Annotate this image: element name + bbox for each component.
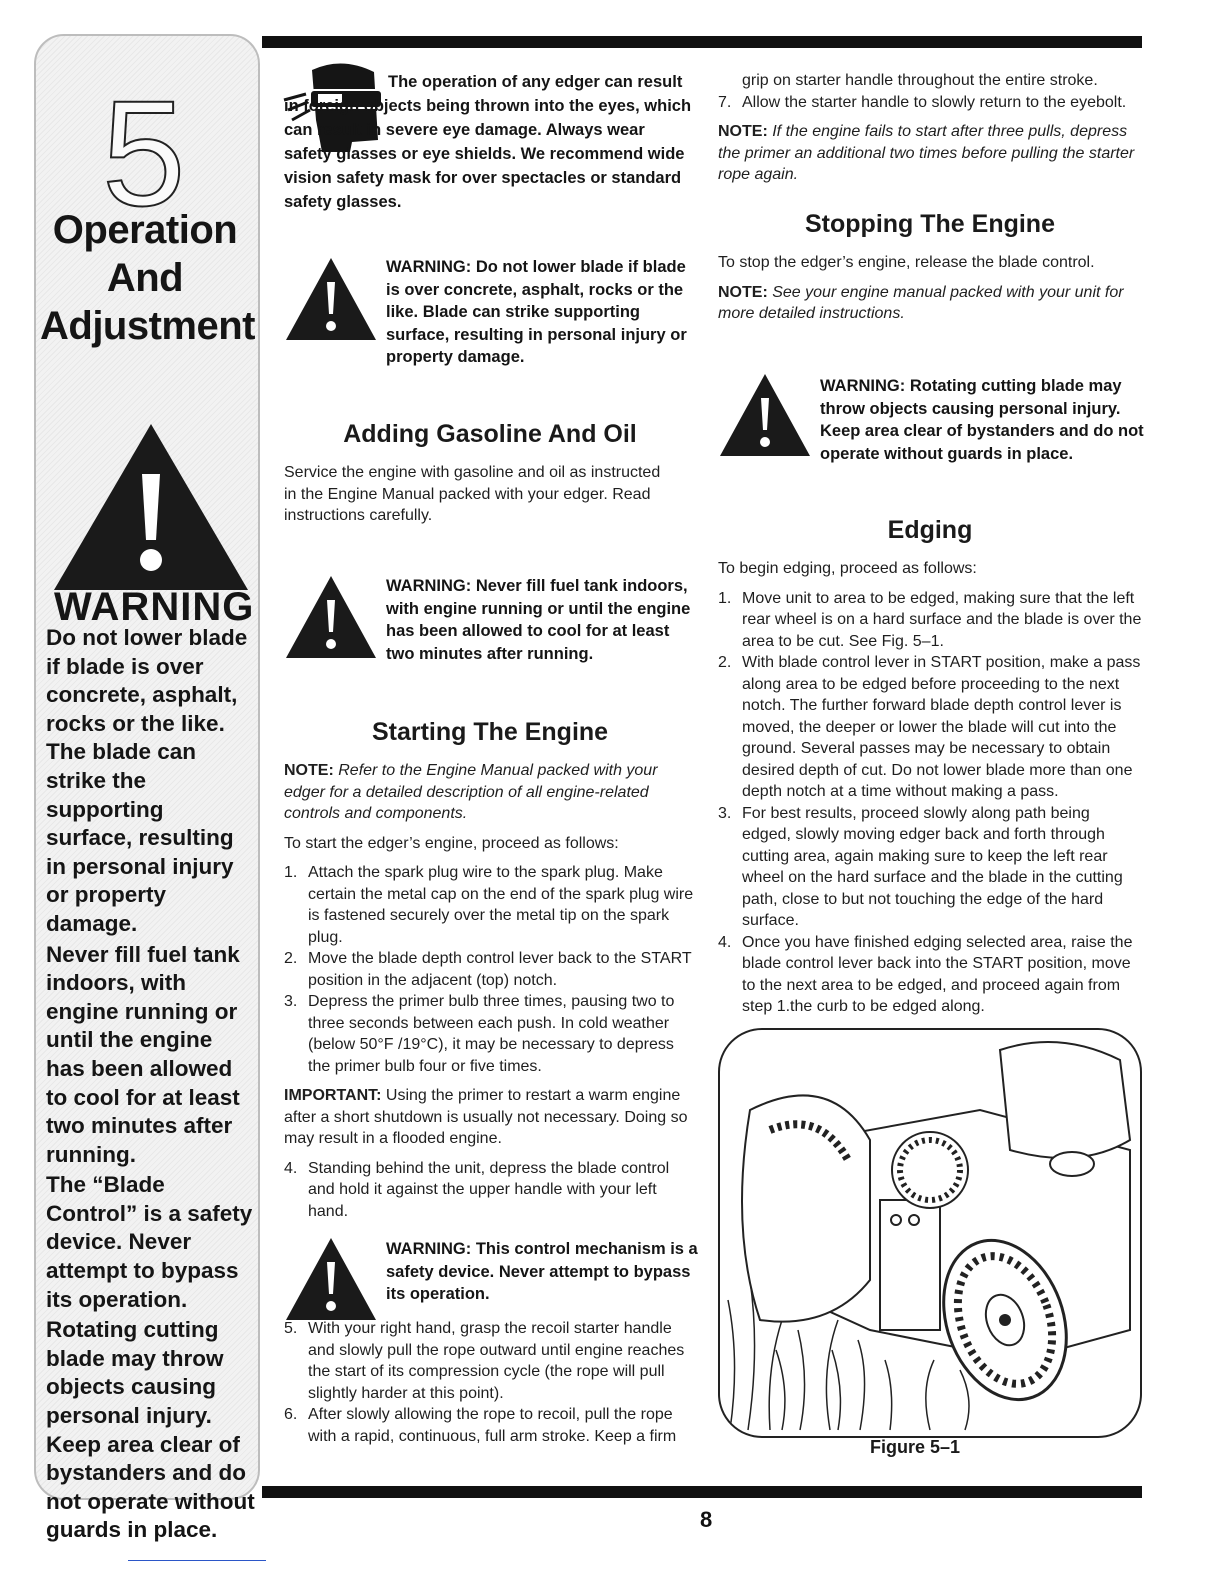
list-item	[284, 1404, 694, 1447]
step-number: 3.	[718, 804, 732, 822]
step-text: For best results, proceed slowly along path being edged, slowly moving edger back and forth through cutting area, again making sure to keep the left rear wheel on the hard surface and the blade in the cutting path, close to but not touching the edge of the hard surface.	[742, 804, 1123, 929]
sidebar-warning-paragraph: Rotating cutting blade may throw objects causing personal injury. Keep area clear of bystanders and do not operate without guards in place.	[46, 1317, 255, 1543]
warning-triangle-icon	[284, 1236, 378, 1322]
sidebar-warning-word: WARNING	[54, 585, 255, 629]
warning-triangle-icon	[284, 574, 378, 660]
starting-note	[284, 760, 694, 825]
figure-caption: Figure 5–1	[870, 1437, 961, 1457]
heading-stopping-engine: Stopping The Engine	[805, 210, 1055, 238]
warning-triangle-icon	[718, 372, 812, 458]
warning-blade-text: WARNING: Do not lower blade if blade is over concrete, asphalt, rocks or the like. Blade can strike supporting surface, resulting in personal injury or property damage.	[386, 258, 687, 366]
sidebar-warning-text	[46, 624, 256, 1547]
list-item	[718, 803, 1142, 932]
step-text: With blade control lever in START position, make a pass along area to be edged before proceeding to the next notch. The further forward blade depth control lever is moved, the deeper or lower the blade will cut into the ground. Several passes may be necessary to obtain desired depth of cut. Do not lower blade more than one depth notch at a time without making a pass.	[742, 654, 1141, 800]
sidebar-warning-paragraph: The “Blade Control” is a safety device. Never attempt to bypass its operation.	[46, 1172, 253, 1312]
heading-adding-gasoline: Adding Gasoline And Oil	[343, 420, 637, 448]
note-text: Refer to the Engine Manual packed with your edger for a detailed description of all engine-related controls and components.	[284, 762, 658, 822]
edging-section	[718, 558, 1142, 1018]
note-label: NOTE:	[718, 123, 768, 140]
warning-triangle-icon	[284, 256, 378, 342]
bottom-rule	[262, 1486, 1142, 1498]
stopping-section	[718, 252, 1142, 325]
chapter-title-line3: Adjustment	[40, 304, 255, 348]
list-item	[718, 92, 1142, 114]
list-item	[718, 588, 1142, 653]
step-number: 3.	[284, 993, 298, 1010]
list-item	[284, 948, 694, 991]
step-text: Move unit to area to be edged, making sure that the left rear wheel is on a hard surface and the blade is over the area to be cut. See Fig. 5–1.	[742, 589, 1142, 650]
list-item	[284, 1158, 694, 1223]
step-text: Allow the starter handle to slowly return to the eyebolt.	[742, 93, 1127, 111]
sidebar-warning-paragraph: Never fill fuel tank indoors, with engine running or until the engine has been allowed to cool for at least two minutes after running.	[46, 941, 240, 1167]
step-number: 2.	[284, 950, 298, 967]
chapter-title-line2: And	[106, 256, 184, 300]
note-text: If the engine fails to start after three pulls, depress the primer an additional two times before pulling the starter rope again.	[718, 123, 1135, 183]
edging-steps-list	[718, 588, 1142, 1018]
step-number: 1.	[284, 864, 298, 881]
starting-intro: To start the edger’s engine, proceed as follows:	[284, 834, 619, 852]
stopping-text: To stop the edger’s engine, release the blade control.	[718, 254, 1095, 271]
link-underline	[128, 1560, 266, 1561]
warning-control-text: WARNING: This control mechanism is a safety device. Never attempt to bypass its operation.	[386, 1240, 698, 1303]
starting-section	[284, 760, 694, 1222]
starting-steps-list-2	[284, 1318, 694, 1447]
warning-rotating-text: WARNING: Rotating cutting blade may throw objects causing personal injury. Keep area clear of bystanders and do not operate without guards in place.	[820, 377, 1144, 463]
list-item	[718, 652, 1142, 803]
heading-edging: Edging	[887, 516, 973, 544]
step-text: After slowly allowing the rope to recoil, pull the rope with a rapid, continuous, full arm stroke. Keep a firm	[308, 1406, 677, 1445]
note-text: See your engine manual packed with your unit for more detailed instructions.	[718, 283, 1124, 322]
step-7-list	[718, 92, 1142, 114]
warning-fuel-text: WARNING: Never fill fuel tank indoors, with engine running or until the engine has been allowed to cool for at least two minutes after running.	[386, 577, 691, 663]
eye-warning-text: The operation of any edger can result in foreign objects being thrown into the eyes, which can result in severe eye damage. Always wear safety glasses or eye shields. We recommend wide vision safety mask for over spectacles or standard safety glasses.	[284, 73, 692, 211]
note-manual	[718, 282, 1142, 325]
edger-illustration	[720, 1030, 1140, 1436]
note-restart	[718, 121, 1142, 186]
starting-steps-list	[284, 862, 694, 1077]
step-text: Once you have finished edging selected area, raise the blade control lever back into the START position, move to the next area to be edged, and proceed again from step 1.the curb to be edged along.	[742, 933, 1133, 1015]
step-text: With your right hand, grasp the recoil starter handle and slowly pull the rope outward until engine reaches the start of its compression cycle (the rope will pull slightly harder at this point).	[308, 1320, 685, 1402]
step-text: Move the blade depth control lever back to the START position in the adjacent (top) notch.	[308, 950, 692, 989]
figure-5-1	[718, 1028, 1142, 1438]
page-number: 8	[700, 1507, 713, 1532]
important-label: IMPORTANT:	[284, 1087, 382, 1104]
chapter-number: 5	[102, 69, 186, 237]
top-rule	[262, 36, 1142, 48]
list-item	[718, 932, 1142, 1018]
chapter-title-line1: Operation	[52, 208, 238, 252]
starting-steps-continued	[284, 1318, 694, 1447]
step-text: Standing behind the unit, depress the blade control and hold it against the upper handle with your left hand.	[308, 1159, 670, 1220]
important-text: Using the primer to restart a warm engine after a short shutdown is usually not necessary. Doing so may result in a flooded engine.	[284, 1087, 688, 1147]
starting-step-4	[284, 1158, 694, 1223]
gas-instructions: Service the engine with gasoline and oil as instructed in the Engine Manual packed with your edger. Read instructions carefully.	[284, 464, 661, 524]
step-number: 4.	[718, 933, 732, 951]
large-warning-triangle-icon	[52, 422, 250, 592]
sidebar-warning-paragraph: Do not lower blade if blade is over concrete, asphalt, rocks or the like. The blade can strike the supporting surface, resulting in personal injury or property damage.	[46, 625, 248, 936]
list-item	[284, 991, 694, 1077]
continued-step-text: grip on starter handle throughout the entire stroke.	[742, 72, 1098, 89]
step-number: 1.	[718, 589, 732, 607]
step-number: 5.	[284, 1320, 298, 1337]
step-text: Attach the spark plug wire to the spark plug. Make certain the metal cap on the end of the spark plug wire is fastened securely over the metal tip on the spark plug.	[308, 864, 694, 946]
note-label: NOTE:	[718, 283, 768, 301]
edging-intro: To begin edging, proceed as follows:	[718, 560, 977, 577]
note-label: NOTE:	[284, 762, 334, 779]
list-item	[284, 862, 694, 948]
step-number: 2.	[718, 654, 732, 671]
list-item	[284, 1318, 694, 1404]
step-text: Depress the primer bulb three times, pausing two to three seconds between each push. In cold weather (below 50°F /19°C), it may be necessary to depress the primer bulb four or five times.	[308, 993, 675, 1075]
step-number: 4.	[284, 1159, 298, 1177]
important-note	[284, 1085, 694, 1150]
heading-starting-engine: Starting The Engine	[371, 718, 609, 746]
col2-top-text	[718, 70, 1142, 186]
step-number: 6.	[284, 1406, 298, 1423]
step-number: 7.	[718, 93, 732, 111]
